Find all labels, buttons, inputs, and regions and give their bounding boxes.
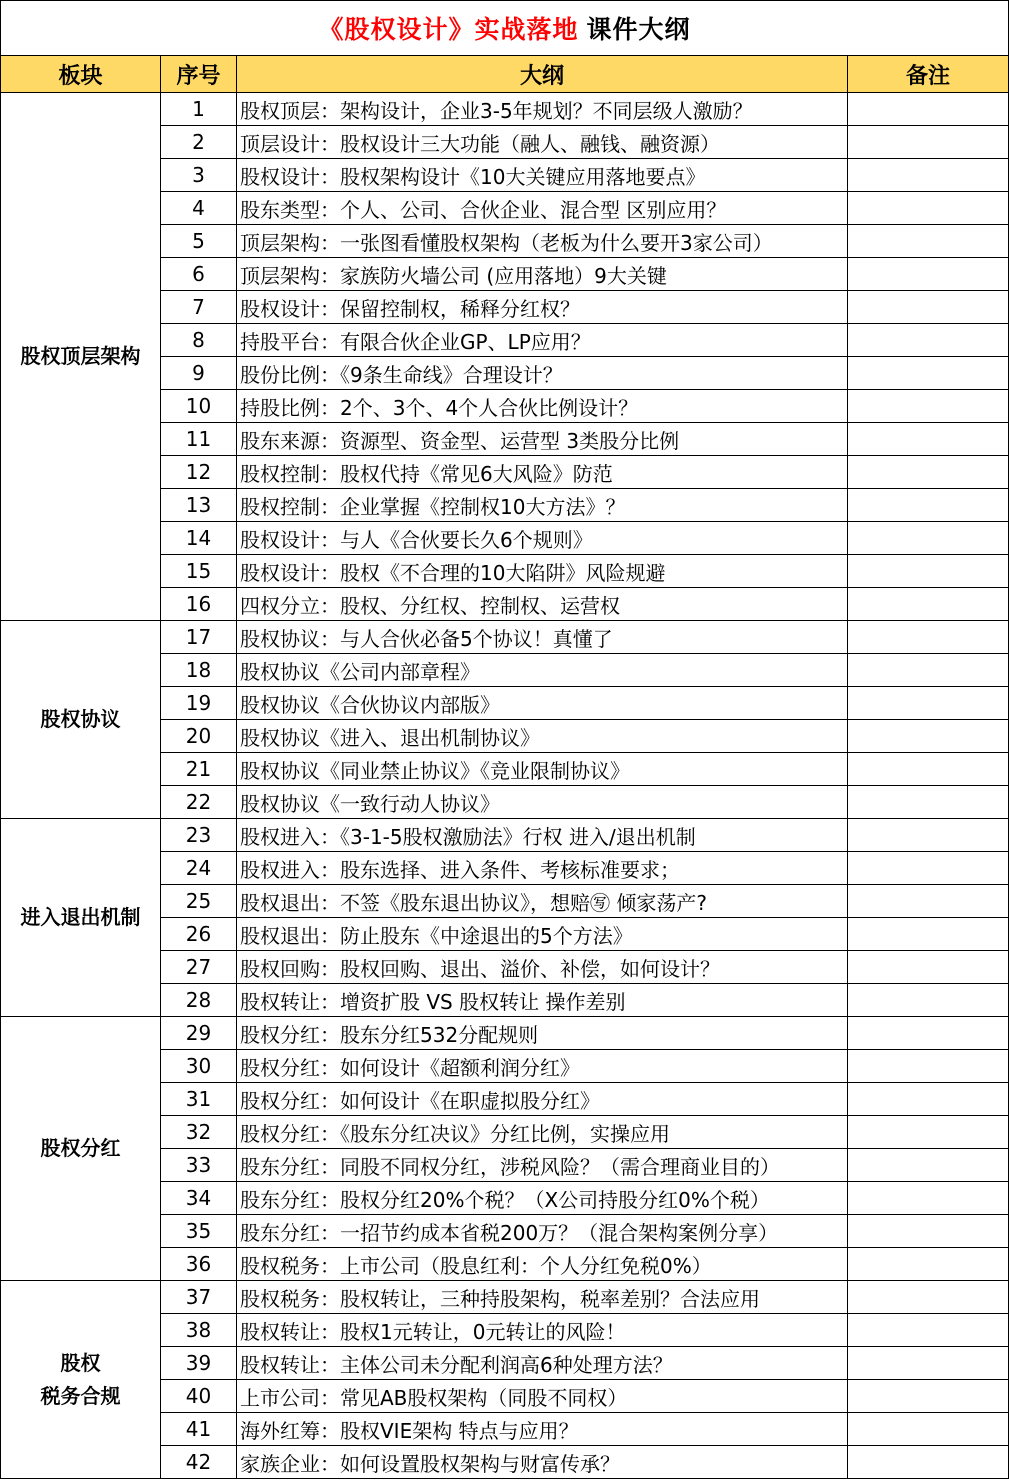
row-outline[interactable]: 股权协议：与人合伙必备5个协议！真懂了 bbox=[237, 621, 848, 654]
table-row bbox=[1, 1017, 1009, 1050]
row-remarks[interactable] bbox=[848, 93, 1009, 126]
row-outline[interactable]: 股权回购：股权回购、退出、溢价、补偿，如何设计？ bbox=[237, 951, 848, 984]
row-outline[interactable]: 股权转让：主体公司未分配利润高6种处理方法？ bbox=[237, 1347, 848, 1380]
row-remarks[interactable] bbox=[848, 423, 1009, 456]
row-outline[interactable]: 顶层架构：一张图看懂股权架构（老板为什么要开3家公司） bbox=[237, 225, 848, 258]
row-outline[interactable]: 股权退出：不签《股东退出协议》，想赔㊢ 倾家荡产? bbox=[237, 885, 848, 918]
row-outline[interactable]: 顶层架构：家族防火墙公司 (应用落地）9大关键 bbox=[237, 258, 848, 291]
page-title bbox=[0, 0, 1009, 55]
row-number[interactable]: 36 bbox=[161, 1248, 237, 1281]
row-remarks[interactable] bbox=[848, 654, 1009, 687]
row-remarks[interactable] bbox=[848, 1116, 1009, 1149]
row-number[interactable]: 2 bbox=[161, 126, 237, 159]
row-outline[interactable]: 股权分红：《股东分红决议》分红比例，实操应用 bbox=[237, 1116, 848, 1149]
section-name-line1: 股权 bbox=[60, 1350, 101, 1375]
row-outline[interactable]: 股权税务：上市公司（股息红利：个人分红免税0%） bbox=[237, 1248, 848, 1281]
row-remarks[interactable] bbox=[848, 1380, 1009, 1413]
row-remarks[interactable] bbox=[848, 225, 1009, 258]
row-number[interactable]: 19 bbox=[161, 687, 237, 720]
row-outline[interactable]: 股权协议《公司内部章程》 bbox=[237, 654, 848, 687]
row-outline[interactable]: 股权设计：股权《不合理的10大陷阱》风险规避 bbox=[237, 555, 848, 588]
row-number[interactable]: 23 bbox=[161, 819, 237, 852]
row-remarks[interactable] bbox=[848, 324, 1009, 357]
row-outline[interactable]: 股权分红：如何设计《超额利润分红》 bbox=[237, 1050, 848, 1083]
row-outline[interactable]: 股权进入：股东选择、进入条件、考核标准要求； bbox=[237, 852, 848, 885]
row-number[interactable]: 3 bbox=[161, 159, 237, 192]
row-remarks[interactable] bbox=[848, 1182, 1009, 1215]
row-number[interactable]: 38 bbox=[161, 1314, 237, 1347]
row-remarks[interactable] bbox=[848, 720, 1009, 753]
row-remarks[interactable] bbox=[848, 1149, 1009, 1182]
row-number[interactable]: 10 bbox=[161, 390, 237, 423]
table-row bbox=[1, 819, 1009, 852]
row-number[interactable]: 29 bbox=[161, 1017, 237, 1050]
row-number[interactable]: 33 bbox=[161, 1149, 237, 1182]
row-remarks[interactable] bbox=[848, 1248, 1009, 1281]
row-number[interactable]: 37 bbox=[161, 1281, 237, 1314]
row-outline[interactable]: 顶层设计：股权设计三大功能（融人、融钱、融资源） bbox=[237, 126, 848, 159]
row-outline[interactable]: 海外红筹：股权VIE架构 特点与应用？ bbox=[237, 1413, 848, 1446]
row-number[interactable]: 25 bbox=[161, 885, 237, 918]
row-outline[interactable]: 股东类型：个人、公司、合伙企业、混合型 区别应用？ bbox=[237, 192, 848, 225]
row-number[interactable]: 16 bbox=[161, 588, 237, 621]
row-outline[interactable]: 股权退出：防止股东《中途退出的5个方法》 bbox=[237, 918, 848, 951]
row-number[interactable]: 4 bbox=[161, 192, 237, 225]
row-remarks[interactable] bbox=[848, 786, 1009, 819]
row-number[interactable]: 14 bbox=[161, 522, 237, 555]
row-number[interactable]: 22 bbox=[161, 786, 237, 819]
row-remarks[interactable] bbox=[848, 885, 1009, 918]
row-outline[interactable]: 股权协议《同业禁止协议》《竞业限制协议》 bbox=[237, 753, 848, 786]
row-outline[interactable]: 家族企业：如何设置股权架构与财富传承？ bbox=[237, 1446, 848, 1479]
header-remarks[interactable]: 备注 bbox=[848, 56, 1009, 93]
row-remarks[interactable] bbox=[848, 456, 1009, 489]
table-row bbox=[1, 93, 1009, 126]
row-number[interactable]: 7 bbox=[161, 291, 237, 324]
row-outline[interactable]: 股权分红：股东分红532分配规则 bbox=[237, 1017, 848, 1050]
row-number[interactable]: 35 bbox=[161, 1215, 237, 1248]
row-remarks[interactable] bbox=[848, 984, 1009, 1017]
section-cell-equity-agreements[interactable]: 股权协议 bbox=[1, 621, 161, 819]
header-number[interactable]: 序号 bbox=[161, 56, 237, 93]
section-cell-dividends[interactable]: 股权分红 bbox=[1, 1017, 161, 1281]
row-remarks[interactable] bbox=[848, 852, 1009, 885]
row-number[interactable]: 21 bbox=[161, 753, 237, 786]
row-remarks[interactable] bbox=[848, 159, 1009, 192]
row-number[interactable]: 39 bbox=[161, 1347, 237, 1380]
row-remarks[interactable] bbox=[848, 687, 1009, 720]
row-remarks[interactable] bbox=[848, 1083, 1009, 1116]
row-outline[interactable]: 股东分红：股权分红20%个税？（X公司持股分红0%个税） bbox=[237, 1182, 848, 1215]
header-row bbox=[1, 56, 1009, 93]
row-number[interactable]: 5 bbox=[161, 225, 237, 258]
row-outline[interactable]: 股东分红：一招节约成本省税200万？（混合架构案例分享） bbox=[237, 1215, 848, 1248]
row-outline[interactable]: 股权协议《一致行动人协议》 bbox=[237, 786, 848, 819]
row-number[interactable]: 28 bbox=[161, 984, 237, 1017]
row-outline[interactable]: 股份比例：《9条生命线》合理设计？ bbox=[237, 357, 848, 390]
row-outline[interactable]: 股东分红：同股不同权分红，涉税风险？（需合理商业目的） bbox=[237, 1149, 848, 1182]
row-remarks[interactable] bbox=[848, 1347, 1009, 1380]
row-outline[interactable]: 股权控制：企业掌握《控制权10大方法》？ bbox=[237, 489, 848, 522]
row-outline[interactable]: 股权设计：与人《合伙要长久6个规则》 bbox=[237, 522, 848, 555]
table-row bbox=[1, 1281, 1009, 1314]
table-row bbox=[1, 621, 1009, 654]
row-remarks[interactable] bbox=[848, 489, 1009, 522]
row-remarks[interactable] bbox=[848, 192, 1009, 225]
row-outline[interactable]: 股权顶层：架构设计，企业3-5年规划？不同层级人激励？ bbox=[237, 93, 848, 126]
row-outline[interactable]: 股权转让：股权1元转让，0元转让的风险！ bbox=[237, 1314, 848, 1347]
row-number[interactable]: 31 bbox=[161, 1083, 237, 1116]
row-number[interactable]: 15 bbox=[161, 555, 237, 588]
row-remarks[interactable] bbox=[848, 1446, 1009, 1479]
row-number[interactable]: 1 bbox=[161, 93, 237, 126]
row-outline[interactable]: 股权转让：增资扩股 VS 股权转让 操作差别 bbox=[237, 984, 848, 1017]
row-number[interactable]: 13 bbox=[161, 489, 237, 522]
row-number[interactable]: 18 bbox=[161, 654, 237, 687]
row-number[interactable]: 11 bbox=[161, 423, 237, 456]
row-remarks[interactable] bbox=[848, 753, 1009, 786]
row-number[interactable]: 9 bbox=[161, 357, 237, 390]
row-number[interactable]: 40 bbox=[161, 1380, 237, 1413]
row-outline[interactable]: 股权进入：《3-1-5股权激励法》行权 进入/退出机制 bbox=[237, 819, 848, 852]
row-remarks[interactable] bbox=[848, 522, 1009, 555]
row-remarks[interactable] bbox=[848, 1017, 1009, 1050]
row-number[interactable]: 27 bbox=[161, 951, 237, 984]
row-remarks[interactable] bbox=[848, 1413, 1009, 1446]
row-outline[interactable]: 持股比例：2个、3个、4个人合伙比例设计？ bbox=[237, 390, 848, 423]
row-remarks[interactable] bbox=[848, 126, 1009, 159]
section-cell-entry-exit[interactable]: 进入退出机制 bbox=[1, 819, 161, 1017]
row-number[interactable]: 42 bbox=[161, 1446, 237, 1479]
row-number[interactable]: 17 bbox=[161, 621, 237, 654]
row-outline[interactable]: 股权税务：股权转让，三种持股架构，税率差别？合法应用 bbox=[237, 1281, 848, 1314]
outline-table bbox=[0, 55, 1009, 1479]
row-number[interactable]: 34 bbox=[161, 1182, 237, 1215]
title-suffix: 课件大纲 bbox=[586, 15, 691, 44]
row-outline[interactable]: 股权协议《进入、退出机制协议》 bbox=[237, 720, 848, 753]
row-remarks[interactable] bbox=[848, 1281, 1009, 1314]
row-remarks[interactable] bbox=[848, 357, 1009, 390]
row-number[interactable]: 41 bbox=[161, 1413, 237, 1446]
row-remarks[interactable] bbox=[848, 1050, 1009, 1083]
row-outline[interactable]: 股权分红：如何设计《在职虚拟股分红》 bbox=[237, 1083, 848, 1116]
row-outline[interactable]: 上市公司：常见AB股权架构（同股不同权） bbox=[237, 1380, 848, 1413]
row-number[interactable]: 8 bbox=[161, 324, 237, 357]
row-outline[interactable]: 股权控制：股权代持《常见6大风险》防范 bbox=[237, 456, 848, 489]
row-remarks[interactable] bbox=[848, 1314, 1009, 1347]
row-remarks[interactable] bbox=[848, 819, 1009, 852]
row-outline[interactable]: 股权设计：股权架构设计《10大关键应用落地要点》 bbox=[237, 159, 848, 192]
row-remarks[interactable] bbox=[848, 555, 1009, 588]
row-remarks[interactable] bbox=[848, 621, 1009, 654]
section-cell-tax-compliance[interactable] bbox=[1, 1281, 161, 1479]
row-remarks[interactable] bbox=[848, 258, 1009, 291]
row-number[interactable]: 24 bbox=[161, 852, 237, 885]
row-number[interactable]: 26 bbox=[161, 918, 237, 951]
section-name-line2: 税务合规 bbox=[40, 1383, 121, 1408]
row-outline[interactable]: 股东来源：资源型、资金型、运营型 3类股分比例 bbox=[237, 423, 848, 456]
row-outline[interactable]: 股权协议《合伙协议内部版》 bbox=[237, 687, 848, 720]
row-remarks[interactable] bbox=[848, 1215, 1009, 1248]
row-outline[interactable]: 股权设计：保留控制权，稀释分红权？ bbox=[237, 291, 848, 324]
row-remarks[interactable] bbox=[848, 588, 1009, 621]
row-remarks[interactable] bbox=[848, 390, 1009, 423]
row-remarks[interactable] bbox=[848, 951, 1009, 984]
row-remarks[interactable] bbox=[848, 918, 1009, 951]
header-outline[interactable]: 大纲 bbox=[237, 56, 848, 93]
section-cell-top-level-structure[interactable]: 股权顶层架构 bbox=[1, 93, 161, 621]
row-number[interactable]: 12 bbox=[161, 456, 237, 489]
row-number[interactable]: 30 bbox=[161, 1050, 237, 1083]
row-outline[interactable]: 四权分立：股权、分红权、控制权、运营权 bbox=[237, 588, 848, 621]
row-number[interactable]: 32 bbox=[161, 1116, 237, 1149]
row-number[interactable]: 6 bbox=[161, 258, 237, 291]
title-highlight: 《股权设计》实战落地 bbox=[318, 15, 579, 44]
row-outline[interactable]: 持股平台：有限合伙企业GP、LP应用？ bbox=[237, 324, 848, 357]
header-section[interactable]: 板块 bbox=[1, 56, 161, 93]
row-number[interactable]: 20 bbox=[161, 720, 237, 753]
row-remarks[interactable] bbox=[848, 291, 1009, 324]
